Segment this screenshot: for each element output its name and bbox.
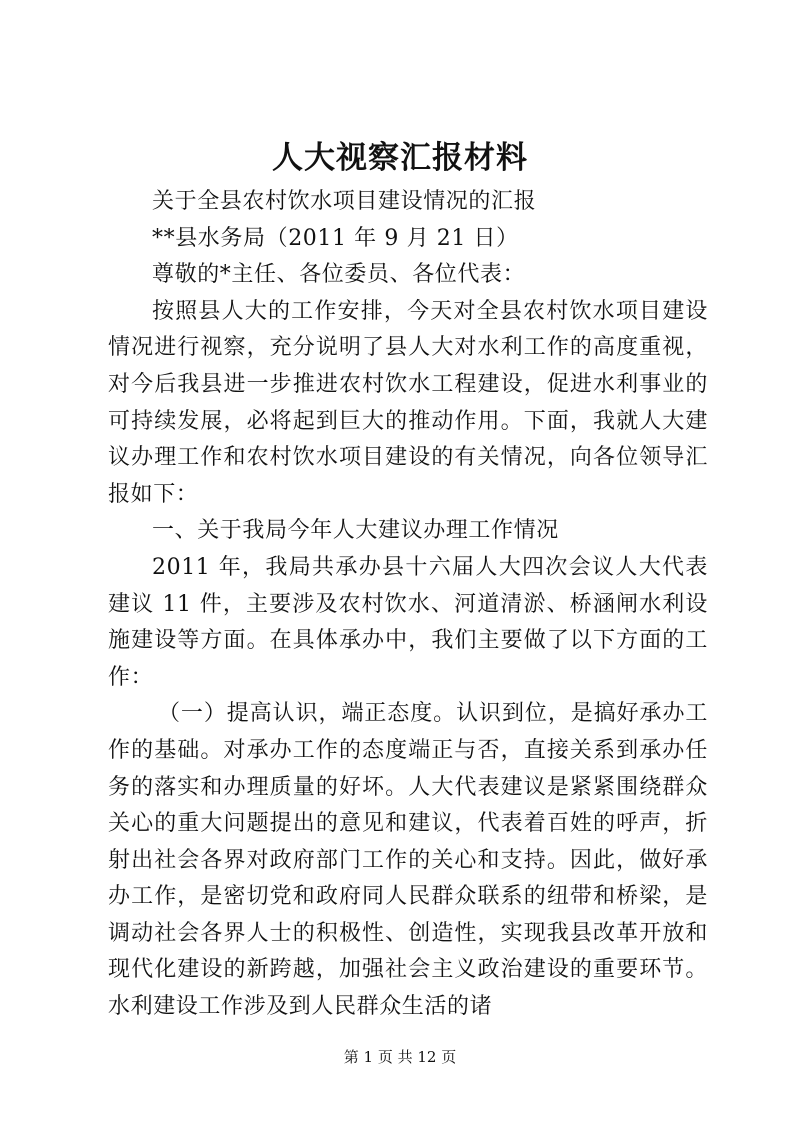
report-issuer-date: **县水务局（2011 年 9 月 21 日） bbox=[152, 225, 519, 251]
body-paragraph: 2011 年，我局共承办县十六届人大四次会议人大代表建议 11 件，主要涉及农村饮水、河道清淤、桥涵闸水利设施建设等方面。在具体承办中，我们主要做了以下方面的工作： bbox=[108, 554, 708, 690]
document-body bbox=[108, 184, 708, 1026]
body-paragraph: 按照县人大的工作安排，今天对全县农村饮水项目建设情况进行视察，充分说明了县人大对水利工作的高度重视，对今后我县进一步推进农村饮水工程建设，促进水利事业的可持续发展，必将起到巨大的推动作用。下面，我就人大建议办理工作和农村饮水项目建设的有关情况，向各位领导汇报如下： bbox=[108, 298, 708, 507]
section-heading: 一、关于我局今年人大建议办理工作情况 bbox=[152, 518, 559, 544]
page-footer: 第 1 页 共 12 页 bbox=[343, 1048, 457, 1066]
body-paragraph: （一）提高认识，端正态度。认识到位，是搞好承办工作的基础。对承办工作的态度端正与否，直接关系到承办任务的落实和办理质量的好坏。人大代表建议是紧紧围绕群众关心的重大问题提出的意见和建议，代表着百姓的呼声，折射出社会各界对政府部门工作的关心和支持。因此，做好承办工作，是密切党和政府同人民群众联系的纽带和桥梁，是调动社会各界人士的积极性、创造性，实现我县改革开放和现代化建设的新跨越，加强社会主义政治建设的重要环节。水利建设工作涉及到人民群众生活的诸 bbox=[108, 701, 708, 1020]
report-subtitle: 关于全县农村饮水项目建设情况的汇报 bbox=[152, 189, 537, 214]
document-title: 人大视察汇报材料 bbox=[272, 140, 528, 176]
salutation: 尊敬的*主任、各位委员、各位代表： bbox=[152, 262, 526, 288]
